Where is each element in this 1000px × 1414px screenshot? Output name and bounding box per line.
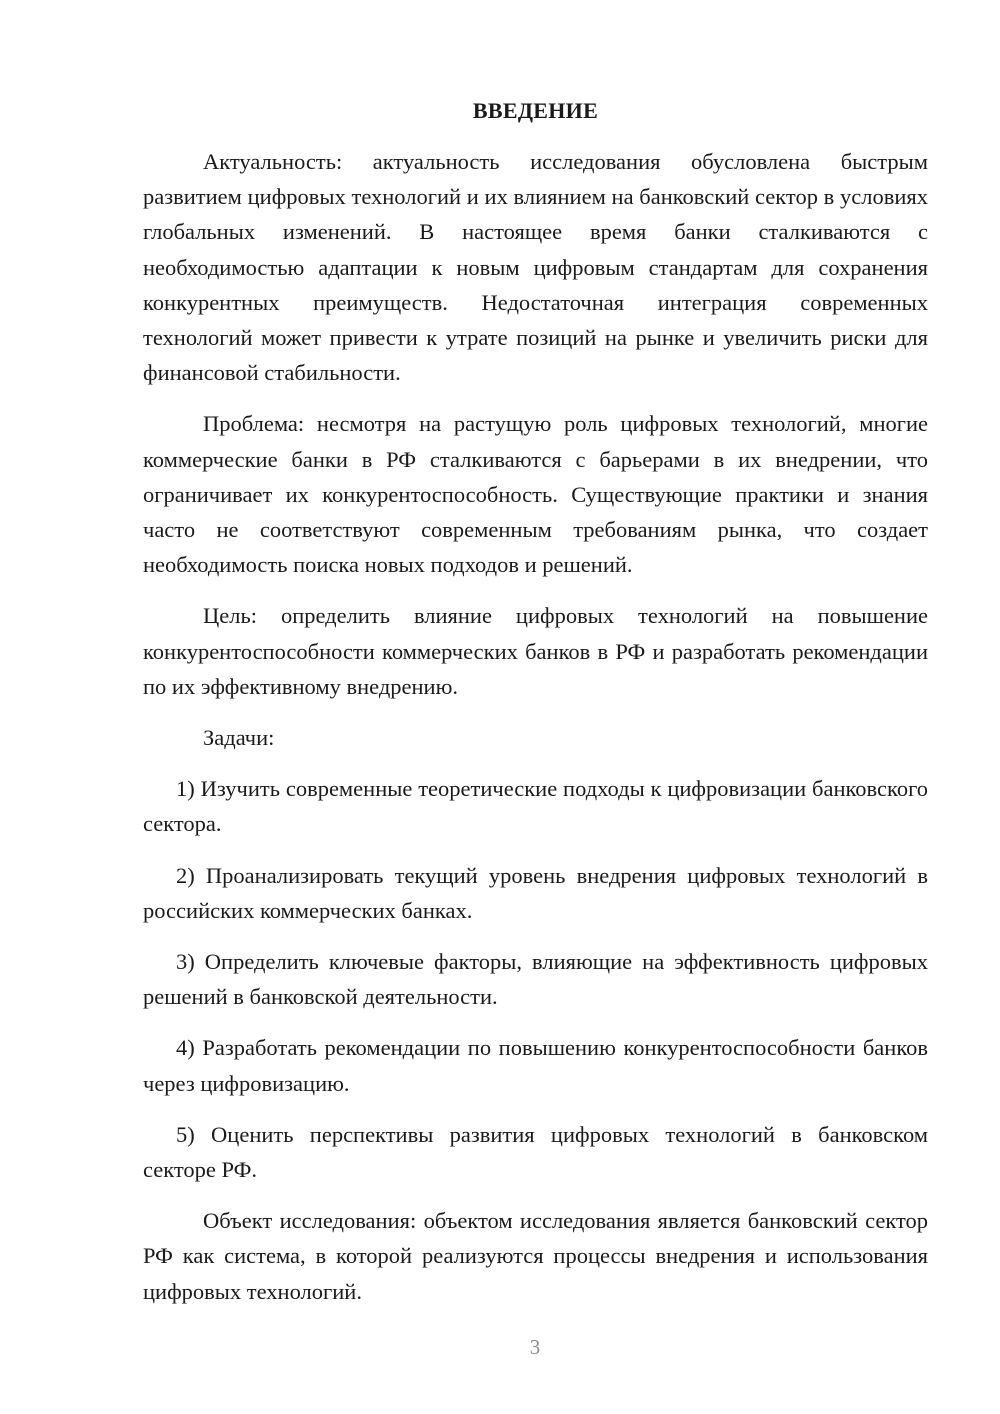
page-title: ВВЕДЕНИЕ — [472, 98, 599, 123]
tasks-label: Задачи: — [203, 725, 275, 751]
task-item-4: 4) Разработать рекомендации по повышению конкурентоспособности банков через цифровизацию. — [143, 1035, 928, 1096]
task-item-2: 2) Проанализировать текущий уровень внедрения цифровых технологий в российских коммерческих банках. — [143, 862, 928, 923]
paragraph-relevance: Актуальность: актуальность исследования обусловлена быстрым развитием цифровых технологий и их влиянием на банковский сектор в условиях глобальных изменений. В настоящее время банки сталкиваются с необходимостью адаптации к новым цифровым стандартам для сохранения конкурентных преимуществ. Недостаточная интеграция современных технологий может привести к утрате позиций на рынке и увеличить риски для финансовой стабильности. — [143, 149, 928, 386]
paragraph-problem: Проблема: несмотря на растущую роль цифровых технологий, многие коммерческие банки в РФ сталкиваются с барьерами в их внедрении, что ограничивает их конкурентоспособность. Существующие практики и знания часто не соответствуют современным требованиям рынка, что создает необходимость поиска новых подходов и решений. — [143, 411, 928, 578]
task-item-1: 1) Изучить современные теоретические подходы к цифровизации банковского сектора. — [143, 776, 928, 837]
paragraph-object: Объект исследования: объектом исследования является банковский сектор РФ как система, в которой реализуются процессы внедрения и использования цифровых технологий. — [143, 1208, 928, 1304]
paragraph-goal: Цель: определить влияние цифровых технологий на повышение конкурентоспособности коммерческих банков в РФ и разработать рекомендации по их эффективному внедрению. — [143, 603, 928, 699]
page-content — [143, 94, 928, 1325]
page-number: 3 — [529, 1335, 541, 1359]
task-item-5: 5) Оценить перспективы развития цифровых технологий в банковском секторе РФ. — [143, 1121, 928, 1183]
task-item-3: 3) Определить ключевые факторы, влияющие на эффективность цифровых решений в банковской деятельности. — [143, 949, 928, 1010]
